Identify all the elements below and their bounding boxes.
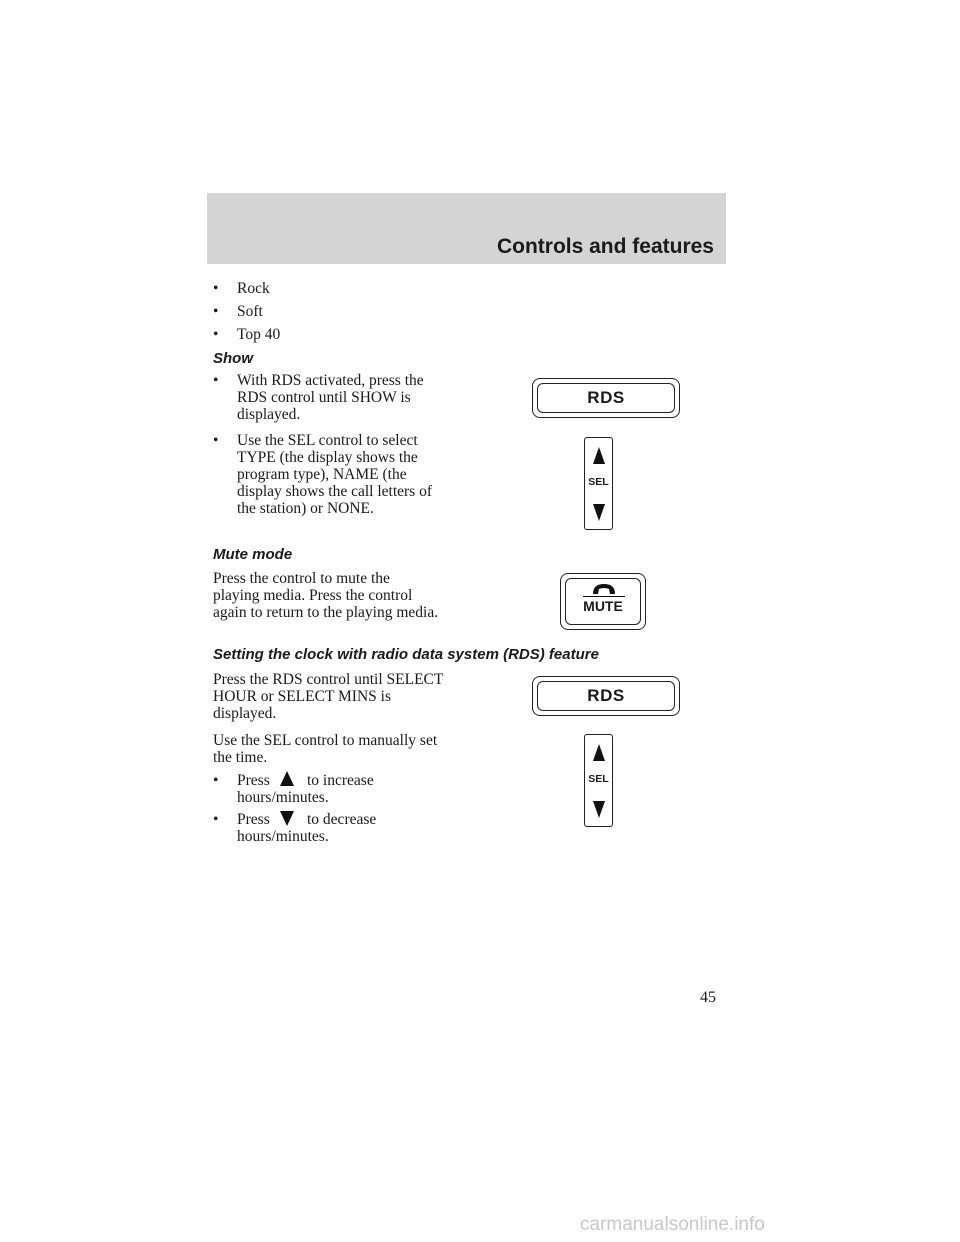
mute-para-line: Press the control to mute the bbox=[213, 570, 390, 587]
bullet: • bbox=[213, 772, 219, 789]
show-item1-line: RDS control until SHOW is bbox=[237, 389, 411, 406]
list-item-soft: Soft bbox=[237, 303, 263, 320]
heading-setting-clock: Setting the clock with radio data system (RDS) feature bbox=[213, 646, 599, 663]
list-item-rock: Rock bbox=[237, 280, 270, 297]
increase-text-line2: hours/minutes. bbox=[237, 789, 329, 806]
sel-button[interactable] bbox=[584, 734, 613, 827]
show-item1-line: With RDS activated, press the bbox=[237, 372, 424, 389]
mute-button-label: MUTE bbox=[583, 598, 623, 614]
increase-text: to increase bbox=[307, 772, 374, 789]
bullet: • bbox=[213, 372, 219, 389]
press-label: Press bbox=[237, 772, 270, 789]
show-item2-line: display shows the call letters of bbox=[237, 483, 432, 500]
sel-button[interactable] bbox=[584, 437, 613, 530]
bullet: • bbox=[213, 280, 219, 297]
show-item1-line: displayed. bbox=[237, 406, 301, 423]
clock-para1-line: displayed. bbox=[213, 705, 277, 722]
decrease-text: to decrease bbox=[307, 811, 377, 828]
up-arrow-icon[interactable] bbox=[593, 447, 605, 464]
sel-button-label: SEL bbox=[588, 476, 609, 488]
watermark: carmanualsonline.info bbox=[580, 1214, 765, 1235]
heading-mute-mode: Mute mode bbox=[213, 546, 293, 563]
sel-button-label: SEL bbox=[588, 773, 609, 785]
clock-para1-line: HOUR or SELECT MINS is bbox=[213, 688, 391, 705]
mute-para-line: playing media. Press the control bbox=[213, 587, 413, 604]
press-label: Press bbox=[237, 811, 270, 828]
show-item2-line: program type), NAME (the bbox=[237, 466, 407, 483]
bullet: • bbox=[213, 811, 219, 828]
heading-show: Show bbox=[213, 350, 253, 367]
bullet: • bbox=[213, 326, 219, 343]
mute-button[interactable] bbox=[560, 573, 646, 630]
up-arrow-icon bbox=[280, 771, 294, 786]
down-arrow-icon bbox=[280, 811, 294, 826]
mute-para-line: again to return to the playing media. bbox=[213, 604, 439, 621]
show-item2-line: Use the SEL control to select bbox=[237, 432, 418, 449]
clock-para2-line: the time. bbox=[213, 749, 268, 766]
up-arrow-icon[interactable] bbox=[593, 744, 605, 761]
rds-button[interactable] bbox=[532, 676, 680, 716]
list-item-top40: Top 40 bbox=[237, 326, 281, 343]
show-item2-line: TYPE (the display shows the bbox=[237, 449, 418, 466]
clock-para2-line: Use the SEL control to manually set bbox=[213, 732, 438, 749]
down-arrow-icon[interactable] bbox=[593, 504, 605, 521]
decrease-text-line2: hours/minutes. bbox=[237, 828, 329, 845]
show-item2-line: the station) or NONE. bbox=[237, 500, 374, 517]
bullet: • bbox=[213, 432, 219, 449]
section-title: Controls and features bbox=[496, 235, 714, 258]
phone-handset-icon bbox=[592, 583, 616, 596]
rds-button-label: RDS bbox=[537, 681, 675, 711]
bullet: • bbox=[213, 303, 219, 320]
page-number: 45 bbox=[700, 989, 716, 1006]
down-arrow-icon[interactable] bbox=[593, 801, 605, 818]
section-header-band bbox=[207, 193, 726, 264]
rds-button[interactable] bbox=[532, 378, 680, 418]
clock-para1-line: Press the RDS control until SELECT bbox=[213, 671, 444, 688]
rds-button-label: RDS bbox=[537, 383, 675, 413]
